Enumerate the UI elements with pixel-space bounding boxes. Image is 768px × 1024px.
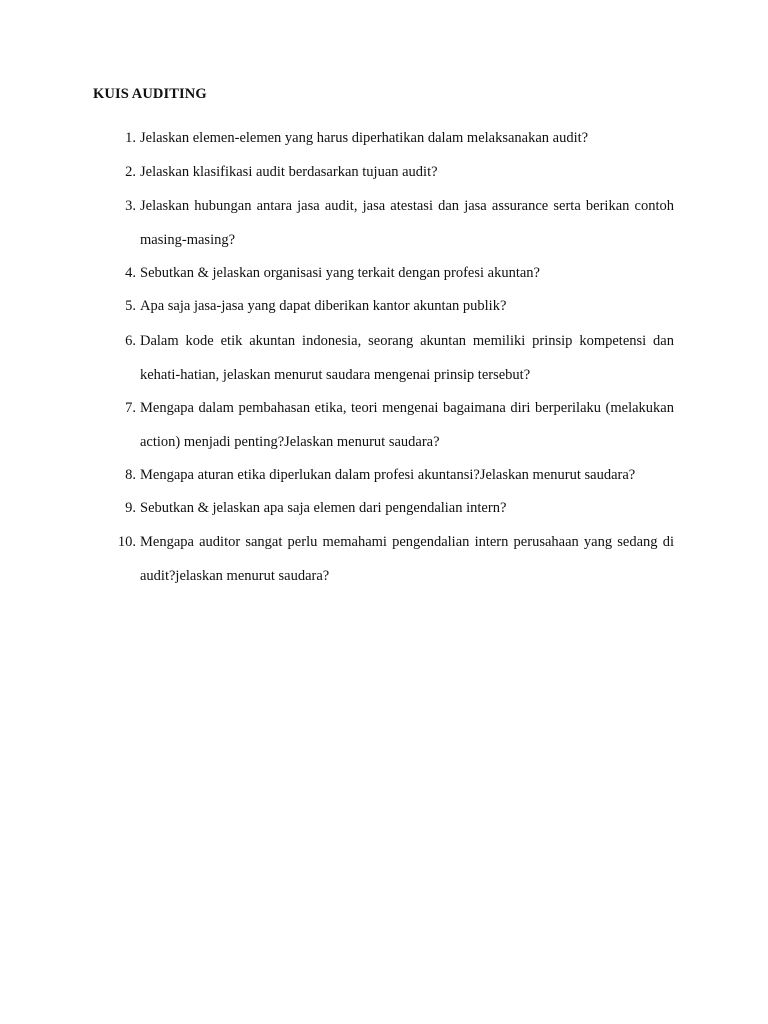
question-number: 2.: [125, 164, 136, 180]
question-number: 7.: [125, 400, 136, 416]
question-text: Dalam kode etik akuntan indonesia, seorang akuntan memiliki prinsip kompetensi dan kehati-hatian, jelaskan menurut saudara mengenai prinsip tersebut?: [140, 333, 674, 383]
question-number: 4.: [125, 265, 136, 281]
question-number: 10.: [117, 534, 136, 550]
question-text: Sebutkan & jelaskan apa saja elemen dari pengendalian intern?: [140, 500, 507, 516]
question-number: 3.: [125, 198, 136, 214]
question-number: 9.: [125, 500, 136, 516]
question-text: Jelaskan klasifikasi audit berdasarkan tujuan audit?: [140, 164, 438, 180]
question-text: Mengapa aturan etika diperlukan dalam profesi akuntansi?Jelaskan menurut saudara?: [140, 467, 636, 483]
question-number: 8.: [125, 467, 136, 483]
question-number: 1.: [125, 130, 136, 146]
question-number: 6.: [125, 333, 136, 349]
question-text: Mengapa auditor sangat perlu memahami pengendalian intern perusahaan yang sedang di audit?jelaskan menurut saudara?: [140, 534, 674, 584]
question-text: Jelaskan elemen-elemen yang harus diperhatikan dalam melaksanakan audit?: [140, 130, 589, 146]
question-text: Sebutkan & jelaskan organisasi yang terkait dengan profesi akuntan?: [140, 265, 540, 281]
question-number: 5.: [125, 298, 136, 314]
question-text: Mengapa dalam pembahasan etika, teori mengenai bagaimana diri berperilaku (melakukan action) menjadi penting?Jelaskan menurut saudara?: [140, 400, 674, 450]
question-text: Jelaskan hubungan antara jasa audit, jasa atestasi dan jasa assurance serta berikan contoh masing-masing?: [140, 198, 674, 248]
document-title: KUIS AUDITING: [93, 86, 207, 102]
question-text: Apa saja jasa-jasa yang dapat diberikan kantor akuntan publik?: [140, 298, 507, 314]
